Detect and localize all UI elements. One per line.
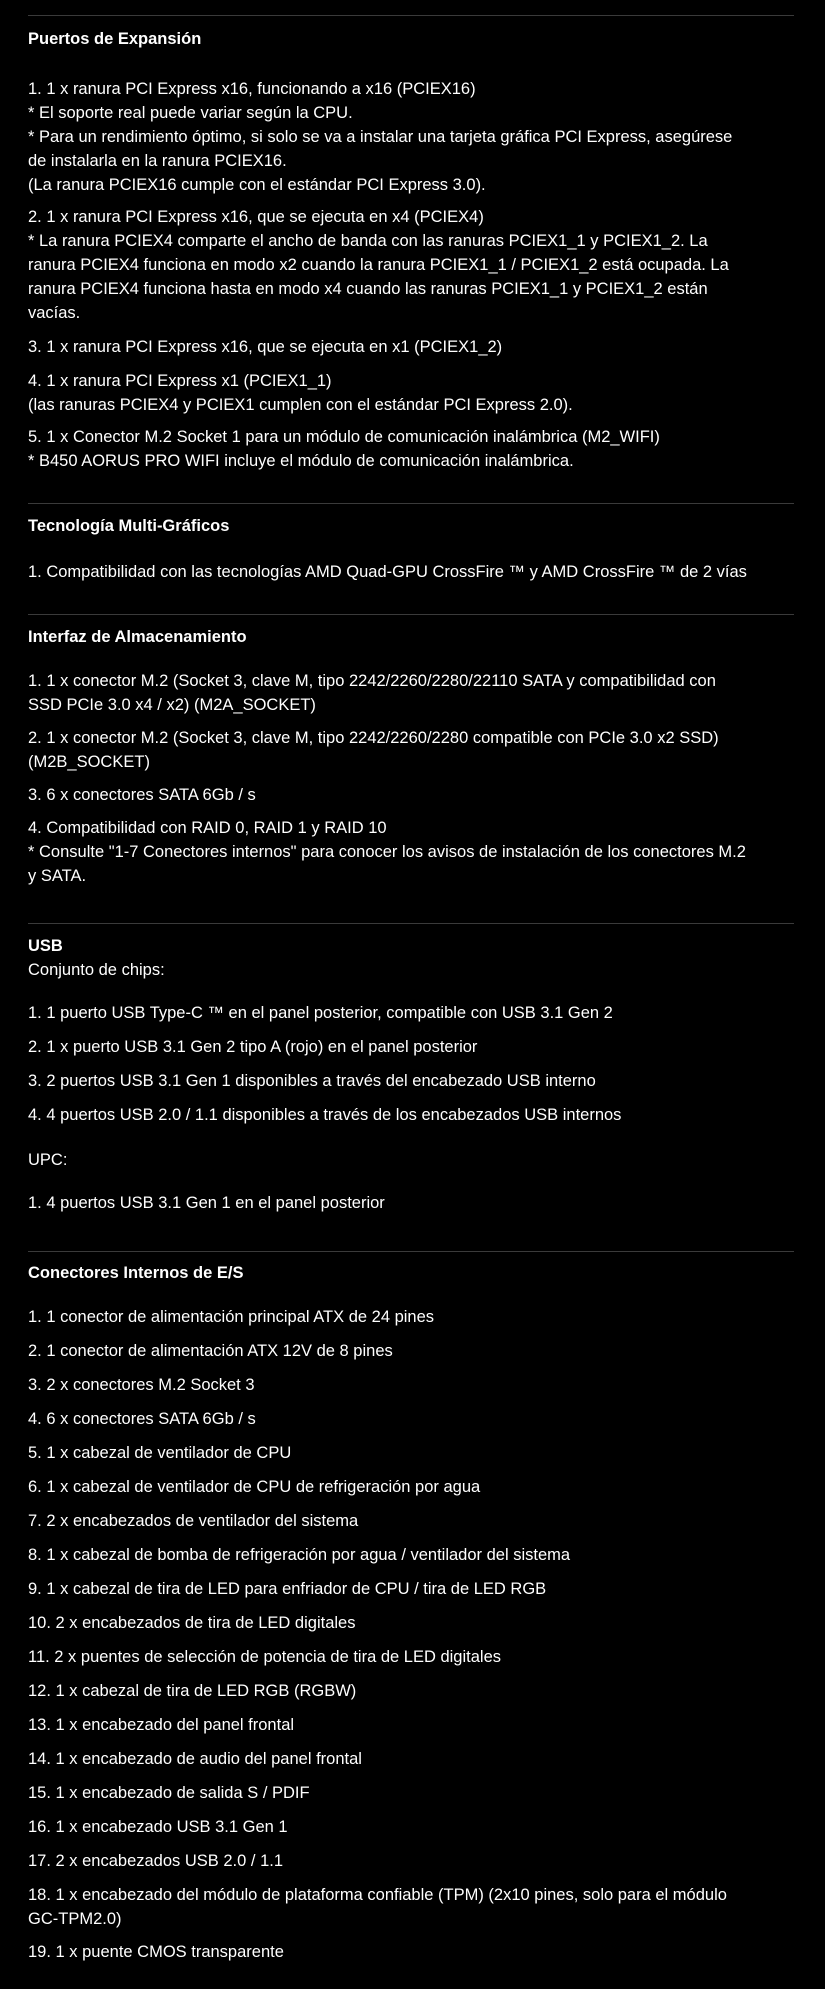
list-item: 9. 1 x cabezal de tira de LED para enfriador de CPU / tira de LED RGB (28, 1580, 547, 1598)
list-item: 15. 1 x encabezado de salida S / PDIF (28, 1784, 310, 1802)
item-line: 1. Compatibilidad con las tecnologías AMD Quad-GPU CrossFire ™ y AMD CrossFire ™ de 2 vías (28, 563, 747, 581)
section-divider (28, 503, 794, 504)
list-item: 1. 4 puertos USB 3.1 Gen 1 en el panel posterior (28, 1194, 385, 1212)
list-item: 7. 2 x encabezados de ventilador del sistema (28, 1512, 359, 1530)
list-item (28, 816, 790, 888)
chipset-label: Conjunto de chips: (28, 961, 165, 979)
storage-section (28, 625, 790, 888)
list-item: 5. 1 x cabezal de ventilador de CPU (28, 1444, 292, 1462)
item-line: 4. Compatibilidad con RAID 0, RAID 1 y RAID 10 (28, 819, 387, 837)
section-title: Conectores Internos de E/S (28, 1264, 244, 1282)
list-item: 8. 1 x cabezal de bomba de refrigeración por agua / ventilador del sistema (28, 1546, 571, 1564)
item-line: 1. 1 x ranura PCI Express x16, funcionando a x16 (PCIEX16) (28, 80, 476, 98)
list-item: 4. 6 x conectores SATA 6Gb / s (28, 1410, 256, 1428)
item-line: 3. 1 x ranura PCI Express x16, que se ejecuta en x1 (PCIEX1_2) (28, 338, 503, 356)
multigpu-section (28, 514, 790, 584)
list-item: 17. 2 x encabezados USB 2.0 / 1.1 (28, 1852, 284, 1870)
section-title: Puertos de Expansión (28, 30, 202, 48)
list-item: 16. 1 x encabezado USB 3.1 Gen 1 (28, 1818, 288, 1836)
item-line: 5. 1 x Conector M.2 Socket 1 para un módulo de comunicación inalámbrica (M2_WIFI) (28, 428, 660, 446)
list-item: 10. 2 x encabezados de tira de LED digitales (28, 1614, 356, 1632)
list-item (28, 77, 790, 197)
list-item: 12. 1 x cabezal de tira de LED RGB (RGBW) (28, 1682, 357, 1700)
item-line: ranura PCIEX4 funciona hasta en modo x4 cuando las ranuras PCIEX1_1 y PCIEX1_2 están (28, 280, 708, 298)
list-item (28, 1883, 790, 1931)
item-line: (las ranuras PCIEX4 y PCIEX1 cumplen con el estándar PCI Express 2.0). (28, 396, 573, 414)
list-item: 13. 1 x encabezado del panel frontal (28, 1716, 295, 1734)
list-item (28, 726, 790, 774)
list-item: 6. 1 x cabezal de ventilador de CPU de refrigeración por agua (28, 1478, 481, 1496)
item-line: 4. 1 x ranura PCI Express x1 (PCIEX1_1) (28, 372, 332, 390)
item-line: vacías. (28, 304, 81, 322)
section-title: USB (28, 937, 63, 955)
section-divider (28, 15, 794, 16)
item-line: * Consulte "1-7 Conectores internos" para conocer los avisos de instalación de los conectores M.2 (28, 843, 746, 861)
list-item (28, 205, 790, 325)
section-title: Tecnología Multi-Gráficos (28, 517, 230, 535)
item-line: 2. 1 x ranura PCI Express x16, que se ejecuta en x4 (PCIEX4) (28, 208, 484, 226)
list-item: 2. 1 conector de alimentación ATX 12V de 8 pines (28, 1342, 393, 1360)
item-line: * El soporte real puede variar según la CPU. (28, 104, 353, 122)
item-line: (M2B_SOCKET) (28, 753, 150, 771)
item-line: ranura PCIEX4 funciona en modo x2 cuando la ranura PCIEX1_1 / PCIEX1_2 está ocupada. La (28, 256, 729, 274)
item-line: 3. 6 x conectores SATA 6Gb / s (28, 786, 256, 804)
list-item (28, 669, 790, 717)
item-line: y SATA. (28, 867, 87, 885)
item-line: * La ranura PCIEX4 comparte el ancho de banda con las ranuras PCIEX1_1 y PCIEX1_2. La (28, 232, 708, 250)
item-line: * B450 AORUS PRO WIFI incluye el módulo de comunicación inalámbrica. (28, 452, 574, 470)
list-item (28, 425, 790, 473)
item-line: GC-TPM2.0) (28, 1910, 122, 1928)
list-item: 11. 2 x puentes de selección de potencia de tira de LED digitales (28, 1648, 502, 1666)
list-item: 4. 4 puertos USB 2.0 / 1.1 disponibles a través de los encabezados USB internos (28, 1106, 622, 1124)
list-item: 1. 1 puerto USB Type-C ™ en el panel posterior, compatible con USB 3.1 Gen 2 (28, 1004, 613, 1022)
section-title: Interfaz de Almacenamiento (28, 628, 247, 646)
list-item (28, 369, 790, 417)
section-divider (28, 1251, 794, 1252)
item-line: 18. 1 x encabezado del módulo de plataforma confiable (TPM) (2x10 pines, solo para el módulo (28, 1886, 727, 1904)
cpu-label: UPC: (28, 1151, 68, 1169)
internal-io-section (28, 1261, 790, 1964)
list-item: 2. 1 x puerto USB 3.1 Gen 2 tipo A (rojo) en el panel posterior (28, 1038, 478, 1056)
list-item: 3. 2 x conectores M.2 Socket 3 (28, 1376, 255, 1394)
list-item (28, 335, 790, 359)
list-item: 1. 1 conector de alimentación principal ATX de 24 pines (28, 1308, 435, 1326)
expansion-section (28, 27, 790, 473)
list-item: 3. 2 puertos USB 3.1 Gen 1 disponibles a través del encabezado USB interno (28, 1072, 596, 1090)
section-divider (28, 923, 794, 924)
item-line: SSD PCIe 3.0 x4 / x2) (M2A_SOCKET) (28, 696, 316, 714)
usb-section (28, 934, 790, 1215)
list-item (28, 560, 790, 584)
item-line: 2. 1 x conector M.2 (Socket 3, clave M, tipo 2242/2260/2280 compatible con PCIe 3.0 x2 SSD) (28, 729, 719, 747)
item-line: de instalarla en la ranura PCIEX16. (28, 152, 287, 170)
list-item: 14. 1 x encabezado de audio del panel frontal (28, 1750, 362, 1768)
item-line: (La ranura PCIEX16 cumple con el estándar PCI Express 3.0). (28, 176, 486, 194)
item-line: 1. 1 x conector M.2 (Socket 3, clave M, tipo 2242/2260/2280/22110 SATA y compatibilidad con (28, 672, 716, 690)
item-line: * Para un rendimiento óptimo, si solo se va a instalar una tarjeta gráfica PCI Express, asegúrese (28, 128, 733, 146)
list-item: 19. 1 x puente CMOS transparente (28, 1943, 284, 1961)
list-item (28, 783, 790, 807)
section-divider (28, 614, 794, 615)
